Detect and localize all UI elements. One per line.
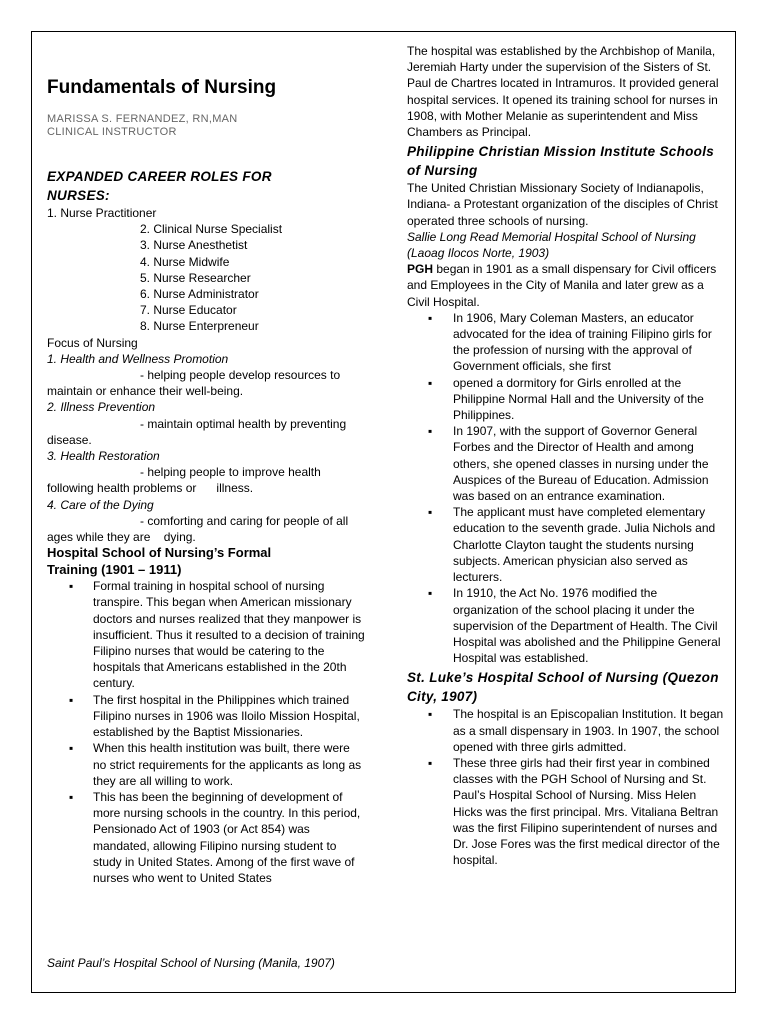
right-column [407,43,725,868]
pcmi-heading: Philippine Christian Mission Institute Schools of Nursing [407,144,715,179]
focus-title: 2. Illness Prevention [47,400,156,415]
focus-list [47,351,365,545]
focus-desc: - maintain optimal health by preventing disease. [47,416,347,447]
list-item: ▪ In 1910, the Act No. 1976 modified the organization of the school placing it under the supervision of the Department of Health. The Civil Hospital was abolished and the Philippine General Hospital was established. [453,585,725,666]
page-title: Fundamentals of Nursing [47,77,277,98]
list-item: ▪ The applicant must have completed elementary education to the seventh grade. Julia Nichols and Charlotte Clayton taught the students nursing subjects. American physician also served as lecturers. [453,504,725,585]
left-column [47,76,365,886]
pgh-text [407,261,725,310]
focus-desc: - helping people develop resources to maintain or enhance their well-being. [47,368,341,399]
list-item: ▪ Formal training in hospital school of nursing transpire. This began when American missionary doctors and nurses realized that they manpower is insufficient. Thus it resulted to a decision of training Filipino nurses that would be catering to the hospitals that Americans established in the 20th century. [93,578,365,691]
role-item: 5. Nurse Researcher [140,270,251,285]
author-block [47,113,365,139]
focus-desc: - helping people to improve health following health problems or illness. [47,465,325,496]
saint-paul-text: The hospital was established by the Archbishop of Manila, Jeremiah Harty under the supervision of the Sisters of St. Paul de Chartres located in Intramuros. It provided general hospital services. It opened its training school for nurses in 1908, with Mother Melanie as superintendent and Miss Chambers as Principal. [407,44,719,140]
list-item: ▪ opened a dormitory for Girls enrolled at the Philippine Normal Hall and the University of the Philippines. [453,375,725,424]
hospital-bullets [47,578,365,886]
role-item: 3. Nurse Anesthetist [140,238,248,253]
focus-title: 3. Health Restoration [47,449,160,464]
pcmi-text: The United Christian Missionary Society of Indianapolis, Indiana- a Protestant organization of the disciples of Christ operated three schools of nursing. [407,181,718,228]
list-item: ▪ The first hospital in the Philippines which trained Filipino nurses in 1906 was Iloilo Mission Hospital, established by the Baptist Missionaries. [93,692,365,741]
roles-heading: EXPANDED CAREER ROLES FOR NURSES: [47,169,272,203]
sallie-text: Sallie Long Read Memorial Hospital School of Nursing (Laoag Ilocos Norte, 1903) [407,229,696,261]
author-role: CLINICAL INSTRUCTOR [47,126,177,138]
focus-desc: - comforting and caring for people of all ages while they are dying. [47,513,352,545]
stluke-heading: St. Luke’s Hospital School of Nursing (Quezon City, 1907) [407,670,719,705]
focus-heading: Focus of Nursing [47,335,138,350]
list-item: ▪ When this health institution was built, there were no strict requirements for the applicants as long as they are all willing to work. [93,740,365,789]
role-item: 1. Nurse Practitioner [47,206,157,220]
focus-title: 1. Health and Wellness Promotion [47,351,229,366]
list-item: ▪ In 1906, Mary Coleman Masters, an educator advocated for the idea of training Filipino girls for the profession of nursing with the approval of Government officials, she first [453,310,725,375]
role-item: 6. Nurse Administrator [140,287,259,302]
role-item: 4. Nurse Midwife [140,254,230,269]
role-item: 2. Clinical Nurse Specialist [140,222,283,237]
list-item: ▪ In 1907, with the support of Governor General Forbes and the Director of Health and among others, she opened classes in nursing under the Auspices of the Bureau of Education. Admission was based on an entrance examination. [453,423,725,504]
list-item: ▪ The hospital is an Episcopalian Institution. It began as a small dispensary in 1903. In 1907, the school opened with three girls admitted. [453,706,725,755]
stluke-bullets [407,706,725,868]
list-item: ▪ These three girls had their first year in combined classes with the PGH School of Nursing and St. Paul’s Hospital School of Nursing. Miss Helen Hicks was the first principal. Mrs. Vitaliana Beltran was the first Filipino superintendent of nurses and Dr. Jose Fores was the first medical director of the hospital. [453,755,725,868]
role-item: 7. Nurse Educator [140,303,237,318]
pgh-bullets [407,310,725,666]
hospital-heading: Hospital School of Nursing’s Formal Training (1901 – 1911) [47,545,272,577]
roles-list [47,205,365,335]
pgh-label: PGH [407,262,434,277]
list-item: ▪ This has been the beginning of development of more nursing schools in the country. In this period, Pensionado Act of 1903 (or Act 854) was mandated, allowing Filipino nursing student to study in United States. Among of the first wave of nurses who went to United States [93,789,365,886]
focus-title: 4. Care of the Dying [47,497,154,512]
author-name: MARISSA S. FERNANDEZ, RN,MAN [47,113,238,125]
footer-caption: Saint Paul’s Hospital School of Nursing (Manila, 1907) [47,956,335,970]
pgh-description: began in 1901 as a small dispensary for Civil officers and Employees in the City of Manila and later grew as a Civil Hospital. [407,262,717,309]
role-item: 8. Nurse Enterpreneur [140,319,259,334]
